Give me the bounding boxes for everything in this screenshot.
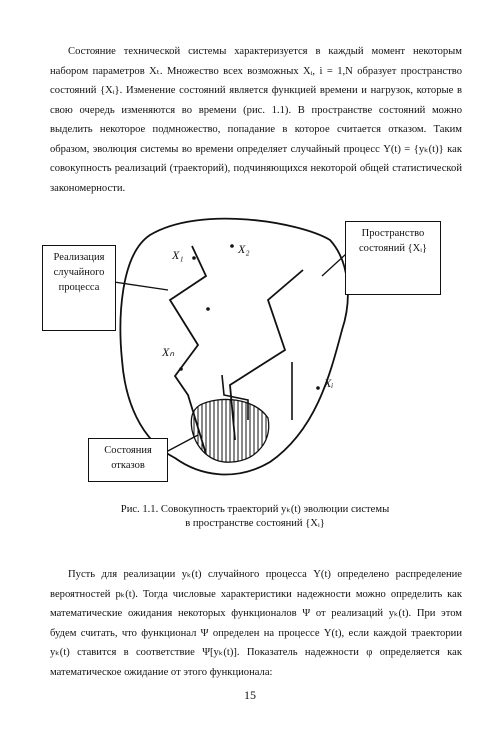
leader-space [322, 254, 346, 276]
figure-caption-line-1: Рис. 1.1. Совокупность траекторий yₖ(t) эволюции системы [120, 504, 390, 515]
figure-caption-line-2: в пространстве состояний {Xᵢ} [185, 518, 325, 529]
failure-region [191, 399, 268, 462]
label-xn: Xₙ [162, 345, 175, 359]
paragraph-functional: Пусть для реализации yₖ(t) случайного процесса Y(t) определено распределение вероятностей pₖ(t). Тогда числовые характеристики надежности можно определить как математические ожидания некоторых функционалов Ψ от реализаций yₖ(t). При этом будем считать, что функционал Ψ определен на процессе Y(t), если каждой траектории yₖ(t) ставится в соответствие Ψ[yₖ(t)]. Показатель надежности φ определяется как математическое ожидание от этого функционала: [50, 569, 462, 678]
realization-box: Реализация случайного процесса [42, 245, 116, 331]
failure-states-box: Состояния отказов [88, 438, 168, 482]
state-space-box: Пространство состояний {Xᵢ} [345, 221, 441, 295]
state-point [179, 367, 183, 371]
page-number: 15 [244, 688, 256, 702]
state-point [206, 307, 210, 311]
label-xi: Xᵢ [324, 376, 334, 390]
paragraph-intro: Состояние технической системы характеризуется в каждый момент некоторым набором параметров Xₜ. Множество всех возможных Xᵢ, i = 1,N образует пространство состояний {Xᵢ}. Изменение состояний является функцией времени и нагрузок, которые в свою очередь изменяются во времени (рис. 1.1). В пространстве состояний можно выделить некоторое подмножество, попадание в которое считается отказом. Таким образом, эволюция системы во времени определяет случайный процесс Y(t) = {yₖ(t)} как совокупность реализаций (траекторий), подчиняющихся некоторой общей статистической закономерности. [50, 46, 462, 194]
state-point [230, 244, 234, 248]
state-point [316, 386, 320, 390]
leader-realization [114, 282, 168, 290]
leader-failure [166, 435, 198, 452]
label-x2: X₂ [238, 242, 250, 256]
state-point [192, 256, 196, 260]
label-x1: X₁ [172, 248, 184, 262]
